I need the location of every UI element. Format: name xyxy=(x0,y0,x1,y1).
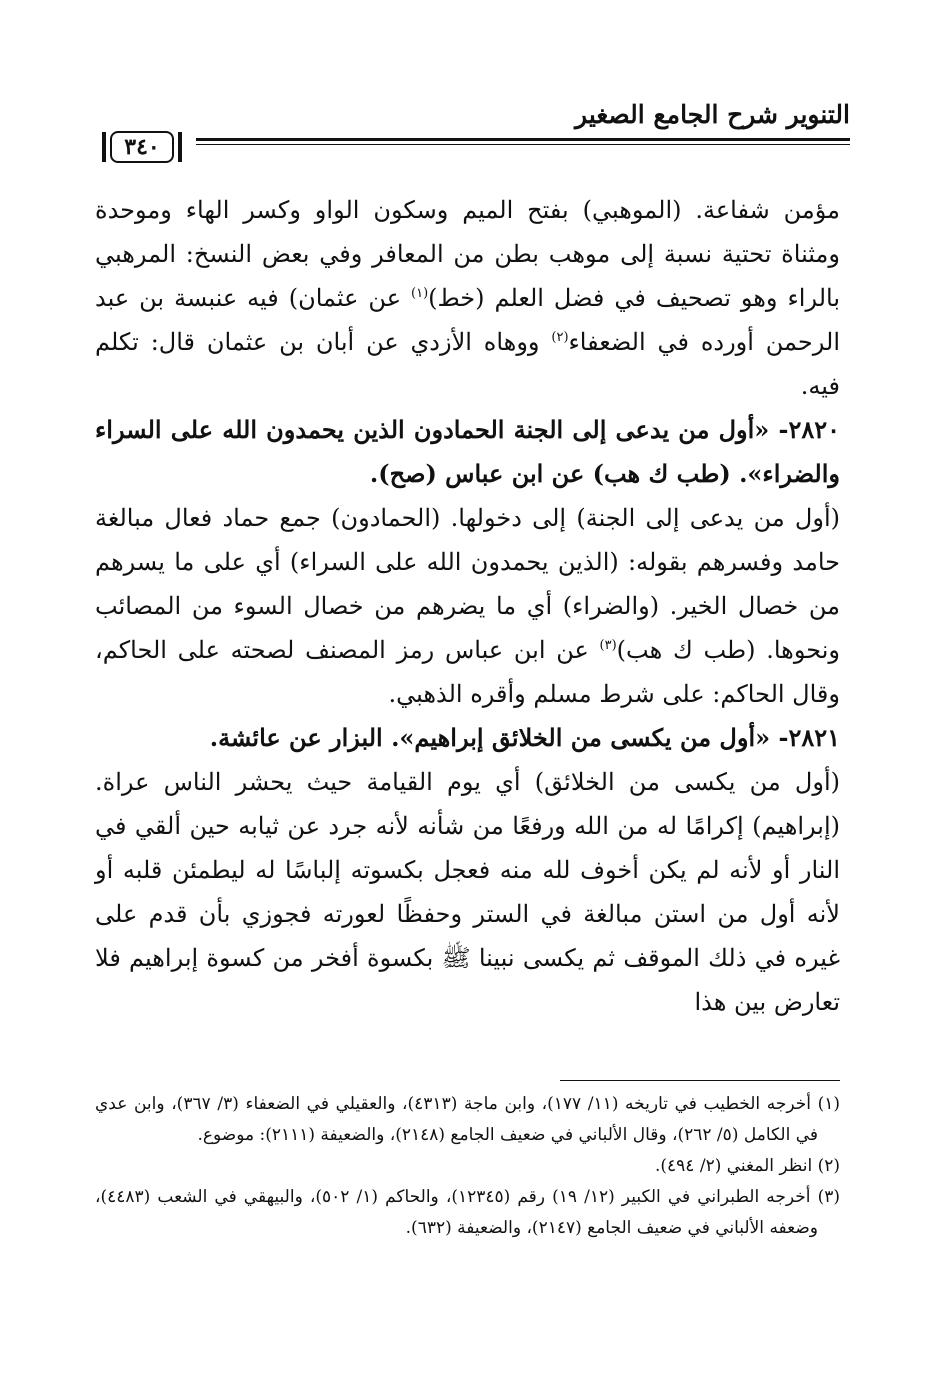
page-number: ٣٤٠ xyxy=(110,131,173,163)
ornament-bar xyxy=(178,132,182,162)
footnote-3: (٣) أخرجه الطبراني في الكبير (١٢/ ١٩) رقم (١٢٣٤٥)، والحاكم (١/ ٥٠٢)، والبيهقي في الشعب (٤٤٨٣)، وضعفه الألباني في ضعيف الجامع (٢١٤٧)، والضعيفة (٦٣٢). xyxy=(95,1187,841,1238)
footnote-ref-3: (٣) xyxy=(599,638,617,653)
page-number-frame xyxy=(88,130,196,164)
main-text xyxy=(95,188,840,1024)
paragraph-commentary-1: مؤمن شفاعة. (الموهبي) بفتح الميم وسكون الواو وكسر الهاء وموحدة ومثناة تحتية نسبة إلى موهب بطن من المعافر وفي بعض النسخ: المرهبي بالراء وهو تصحيف في فضل العلم (خط)$^{(١)}$ عن عثمان) فيه عنبسة بن عبد الرحمن أورده في الضعفاء$^{(٢)}$ ووهاه الأزدي عن أبان بن عثمان قال: تكلم فيه. xyxy=(95,196,841,400)
footnote-2: (٢) انظر المغني (٢/ ٤٩٤). xyxy=(654,1156,840,1176)
footnotes xyxy=(95,1080,840,1244)
ornament-bar xyxy=(102,132,106,162)
paragraph-commentary-3: (أول من يكسى من الخلائق) أي يوم القيامة حيث يحشر الناس عراة. (إبراهيم) إكرامًا له من الله ورفعًا من شأنه لأنه جرد عن ثيابه حين ألقي في النار أو لأنه لم يكن أخوف لله منه فعجل بكسوته إلباسًا له ليطمئن قلبه أو لأنه أول من استن مبالغة في الستر وحفظًا لعورته فجوزي بأن قدم على غيره في ذلك الموقف ثم يكسى نبينا ﷺ بكسوة أفخر من كسوة إبراهيم فلا تعارض بين هذا xyxy=(95,768,840,1016)
paragraph-commentary-2: (أول من يدعى إلى الجنة) إلى دخولها. (الحمادون) جمع حماد فعال مبالغة حامد وفسرهم بقوله: (الذين يحمدون الله على السراء) أي على ما يسرهم من خصال الخير. (والضراء) أي ما يضرهم من خصال السوء من المصائب ونحوها. (طب ك هب)$^{(٣)}$ عن ابن عباس رمز المصنف لصحته على الحاكم، وقال الحاكم: على شرط مسلم وأقره الذهبي. xyxy=(95,504,840,708)
footnote-ref-1: (١) xyxy=(411,286,429,301)
footnote-1: (١) أخرجه الخطيب في تاريخه (١١/ ١٧٧)، وابن ماجة (٤٣١٣)، والعقيلي في الضعفاء (٣/ ٣٦٧)، وابن عدي في الكامل (٥/ ٢٦٢)، وقال الألباني في ضعيف الجامع (٢١٤٨)، والضعيفة (٢١١١): موضوع. xyxy=(95,1094,841,1145)
page-header xyxy=(88,100,850,160)
header-rule-thin xyxy=(88,144,850,145)
header-rule-thick xyxy=(88,138,850,141)
hadith-2820: ٢٨٢٠- «أول من يدعى إلى الجنة الحمادون الذين يحمدون الله على السراء والضراء». (طب ك هب) عن ابن عباس (صح). xyxy=(95,415,840,488)
running-title: التنوير شرح الجامع الصغير xyxy=(575,100,850,129)
hadith-2821: ٢٨٢١- «أول من يكسى من الخلائق إبراهيم». البزار عن عائشة. xyxy=(209,723,840,752)
footnote-separator xyxy=(560,1080,840,1081)
footnote-ref-2: (٢) xyxy=(551,330,569,345)
